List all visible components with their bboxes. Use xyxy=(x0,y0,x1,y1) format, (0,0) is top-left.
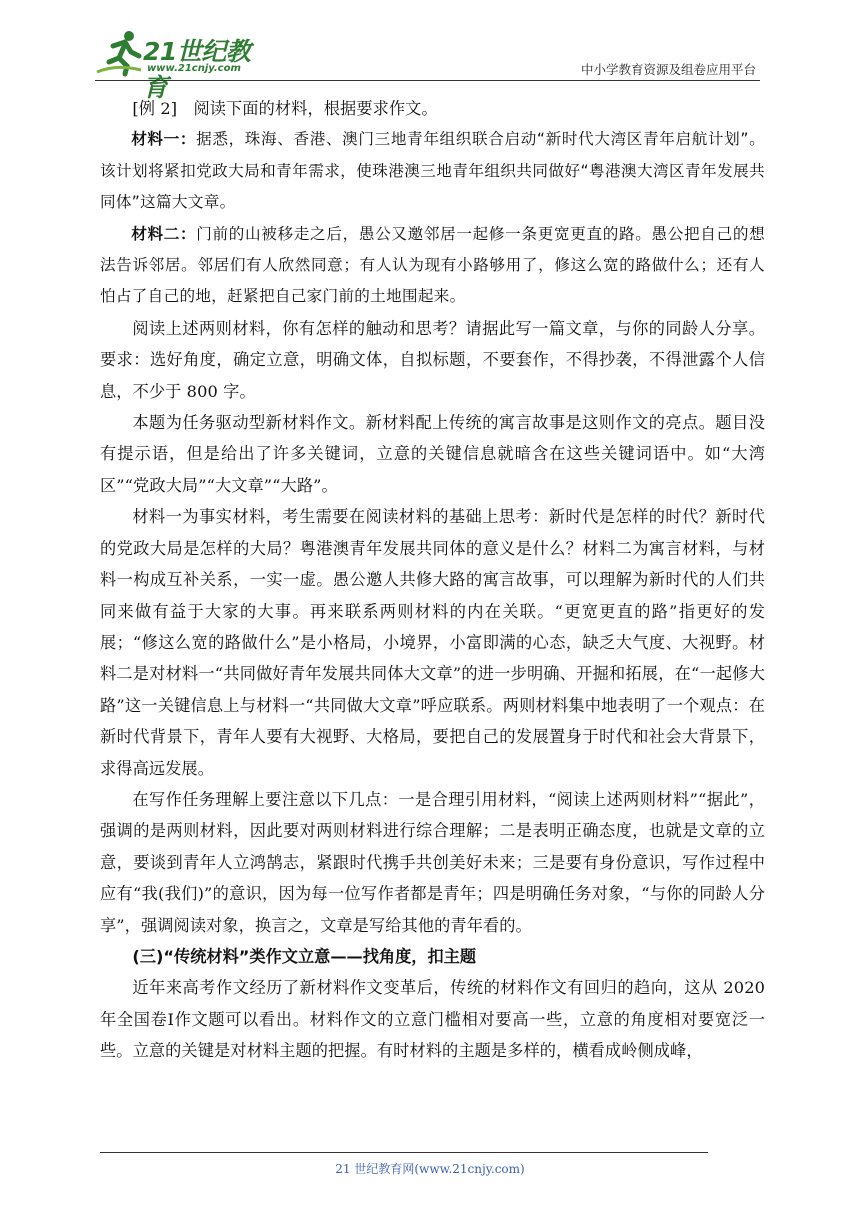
analysis-paragraph-1: 本题为任务驱动型新材料作文。新材料配上传统的寓言故事是这则作文的亮点。题目没有提示语，但是给出了许多关键词，立意的关键信息就暗含在这些关键词语中。如“大湾区”“党政大局”“大文章”“大路”。 xyxy=(100,413,765,495)
logo-text: 21世纪教育 xyxy=(143,37,251,102)
page-header xyxy=(95,28,760,102)
platform-title: 中小学教育资源及组卷应用平台 xyxy=(580,62,756,77)
material-one xyxy=(100,124,765,218)
analysis-paragraph-3: 在写作任务理解上要注意以下几点：一是合理引用材料，“阅读上述两则材料”“据此”，强调的是两则材料，因此要对两则材料进行综合理解；二是表明正确态度，也就是文章的立意，要谈到青年人立鸿鹄志，紧跟时代携手共创美好未来；三是要有身份意识，写作过程中应有“我(我们)”的意识，因为每一位写作者都是青年；四是明确任务对象，“与你的同龄人分享”，强调阅读对象，换言之，文章是写给其他的青年看的。 xyxy=(100,789,765,935)
material-one-label: 材料一： xyxy=(131,130,197,149)
analysis-paragraph-2: 材料一为事实材料，考生需要在阅读材料的基础上思考：新时代是怎样的时代？新时代的党政大局是怎样的大局？粤港澳青年发展共同体的意义是什么？材料二为寓言材料，与材料一构成互补关系，一实一虚。愚公邀人共修大路的寓言故事，可以理解为新时代的人们共同来做有益于大家的大事。再来联系两则材料的内在关联。“更宽更直的路”指更好的发展；“修这么宽的路做什么”是小格局，小境界，小富即满的心态，缺乏大气度、大视野。材料二是对材料一“共同做好青年发展共同体大文章”的进一步明确、开掘和拓展，在“一起修大路”这一关键信息上与材料一“共同做大文章”呼应联系。两则材料集中地表明了一个观点：在新时代背景下，青年人要有大视野、大格局，要把自己的发展置身于时代和社会大背景下，求得高远发展。 xyxy=(100,507,765,778)
logo[interactable] xyxy=(95,28,270,102)
document-body xyxy=(100,93,765,1067)
task-paragraph: 阅读上述两则材料，你有怎样的触动和思考？请据此写一篇文章，与你的同龄人分享。要求：选好角度，确定立意，明确文体，自拟标题，不要套作，不得抄袭，不得泄露个人信息，不少于 800 字。 xyxy=(100,318,765,401)
example-heading: [例 2] 阅读下面的材料，根据要求作文。 xyxy=(132,99,438,118)
material-two xyxy=(100,219,765,313)
section-paragraph: 近年来高考作文经历了新材料作文变革后，传统的材料作文有回归的趋向，这从 2020 年全国卷Ⅰ作文题可以看出。材料作文的立意门槛相对要高一些，立意的角度相对要宽泛一些。立意的关键是对材料主题的把握。有时材料的主题是多样的，横看成岭侧成峰， xyxy=(100,978,765,1061)
material-two-label: 材料二： xyxy=(131,224,197,243)
material-one-text: 据悉，珠海、香港、澳门三地青年组织联合启动“新时代大湾区青年启航计划”。该计划将紧扣党政大局和青年需求，使珠港澳三地青年组织共同做好“粤港澳大湾区青年发展共同体”这篇大文章。 xyxy=(100,130,765,212)
footer-divider xyxy=(100,1152,708,1153)
section-heading: (三)“传统材料”类作文立意——找角度，扣主题 xyxy=(132,946,477,966)
header-divider xyxy=(95,80,760,81)
logo-url: www.21cnjy.com xyxy=(147,63,241,74)
material-two-text: 门前的山被移走之后，愚公又邀邻居一起修一条更宽更直的路。愚公把自己的想法告诉邻居。邻居们有人欣然同意；有人认为现有小路够用了，修这么宽的路做什么；还有人怕占了自己的地，赶紧把自己家门前的土地围起来。 xyxy=(100,224,765,306)
runner-logo-icon xyxy=(95,28,147,78)
page-footer[interactable]: 21 世纪教育网(www.21cnjy.com) xyxy=(335,1162,525,1176)
